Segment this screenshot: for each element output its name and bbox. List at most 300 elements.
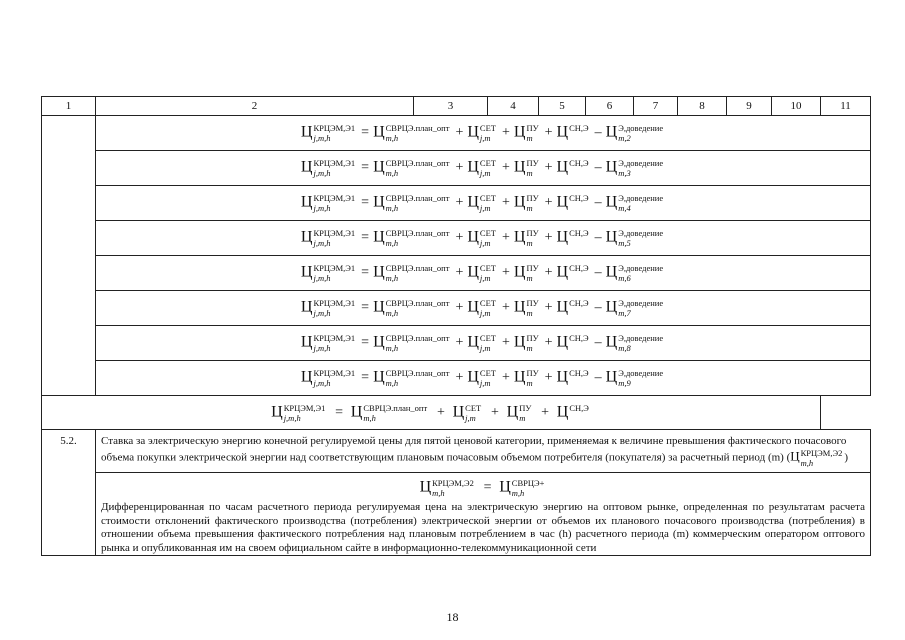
price-symbol: Ц (467, 298, 479, 316)
formula-cell (96, 326, 871, 361)
subscript: m (526, 238, 533, 248)
subscript: m,h (385, 238, 399, 248)
price-symbol: Ц (556, 228, 569, 246)
superscript: СВРЦЭ.план_опт (385, 368, 450, 378)
section-number: 5.2. (42, 430, 96, 556)
price-symbol: Ц (513, 228, 526, 246)
subscript: m,8 (618, 343, 631, 353)
sup-sub (480, 263, 496, 283)
price-symbol: Ц (467, 333, 479, 351)
price-symbol: Ц (513, 298, 526, 316)
price-symbol: Ц (556, 298, 569, 316)
price-symbol: Ц (300, 263, 313, 281)
col-header: 3 (414, 97, 488, 116)
col-header: 7 (634, 97, 678, 116)
sup-sub (313, 123, 355, 143)
price-symbol: Ц (467, 158, 479, 176)
subscript (569, 168, 589, 178)
col-header: 5 (539, 97, 586, 116)
sup-sub (480, 228, 496, 248)
sup-sub (313, 333, 355, 353)
sup-sub (386, 158, 450, 178)
sup-sub (386, 123, 450, 143)
superscript: Э,доведение (618, 193, 664, 203)
plus-sign: + (490, 404, 499, 420)
empty-number-cell (42, 116, 96, 396)
superscript: Э,доведение (618, 333, 664, 343)
price-symbol: Ц (300, 228, 313, 246)
plus-sign: + (455, 230, 464, 246)
subscript: m,h (511, 488, 525, 498)
subscript: j,m,h (283, 412, 301, 423)
subscript: m,h (385, 343, 399, 353)
plus-sign: + (544, 265, 553, 281)
price-symbol: Ц (556, 333, 569, 351)
close-paren: ) (844, 451, 849, 464)
superscript: СН,Э (569, 333, 589, 343)
sup-sub (386, 368, 450, 388)
subscript: j,m,h (313, 203, 331, 213)
subscript: m,h (800, 458, 814, 468)
definition-text: Дифференцированная по часам расчетного периода регулируемая цена на электрическую энергию на оптовом рынке, определенная по результатам расчета стоимости отклонений фактического производства (потребления) электрической энергии от объемов их планового почасового производства (потребления) в отношении объема превышения фактического потребления над плановым потреблением в час (h) расчетного периода (m) коммерческим оператором оптового рынка и опубликованная им на своем официальном сайте в информационно-телекоммуникационной сети (101, 501, 865, 554)
superscript: КРЦЭМ,Э1 (313, 333, 356, 343)
superscript: СЕТ (479, 228, 496, 238)
equals-sign: = (361, 160, 370, 176)
superscript: СН,Э (569, 228, 589, 238)
sup-sub (618, 158, 663, 178)
price-symbol: Ц (350, 402, 363, 420)
plus-sign: + (501, 160, 510, 176)
sup-sub (363, 403, 427, 423)
plus-sign: + (544, 230, 553, 246)
minus-sign: – (594, 300, 602, 316)
col-header: 4 (488, 97, 539, 116)
subscript: m (526, 343, 533, 353)
subscript (569, 273, 589, 283)
superscript: Э,доведение (618, 298, 664, 308)
superscript: СЕТ (479, 298, 496, 308)
subscript: j,m (479, 378, 491, 388)
sup-sub (618, 228, 663, 248)
sup-sub (526, 123, 538, 143)
sup-sub (313, 193, 355, 213)
subscript: m,4 (618, 203, 631, 213)
formula-row (42, 291, 871, 326)
formula-cell (96, 186, 871, 221)
sup-sub (526, 193, 538, 213)
subscript: m,6 (618, 273, 631, 283)
sup-sub (432, 478, 474, 498)
plus-sign: + (544, 370, 553, 386)
equals-sign: = (361, 125, 370, 141)
plus-sign: + (501, 125, 510, 141)
sup-sub (526, 368, 538, 388)
subscript: m (526, 203, 533, 213)
price-symbol: Ц (467, 368, 479, 386)
subscript (569, 203, 589, 213)
price-symbol: Ц (513, 158, 526, 176)
price-symbol: Ц (300, 333, 313, 351)
price-symbol: Ц (300, 298, 313, 316)
subscript (569, 238, 589, 248)
plus-sign: + (501, 195, 510, 211)
sup-sub (569, 263, 589, 283)
formula (301, 123, 665, 143)
subscript (569, 308, 589, 318)
price-symbol: Ц (513, 333, 526, 351)
subscript: j,m,h (313, 378, 331, 388)
price-symbol: Ц (271, 402, 283, 420)
formula-cell (96, 291, 871, 326)
minus-sign: – (594, 370, 602, 386)
plus-sign: + (501, 370, 510, 386)
superscript: СН,Э (569, 402, 589, 413)
superscript: Э,доведение (618, 368, 664, 378)
price-symbol: Ц (373, 298, 385, 316)
equals-sign: = (335, 404, 344, 420)
superscript: СЕТ (465, 402, 482, 413)
price-symbol: Ц (605, 368, 618, 386)
formula-row-final (42, 396, 871, 430)
formula (301, 193, 665, 213)
subscript: j,m (479, 343, 491, 353)
formula-row (42, 361, 871, 396)
formula (301, 368, 665, 388)
formula-kr2 (101, 478, 865, 498)
header-row (42, 97, 871, 116)
superscript: КРЦЭМ,Э1 (313, 263, 356, 273)
plus-sign: + (436, 404, 445, 420)
plus-sign: + (455, 125, 464, 141)
sup-sub (386, 228, 450, 248)
formula-row (42, 186, 871, 221)
subscript: j,m,h (313, 273, 331, 283)
superscript: СН,Э (569, 368, 589, 378)
superscript: Э,доведение (618, 228, 664, 238)
plus-sign: + (455, 195, 464, 211)
price-symbol: Ц (513, 123, 526, 141)
plus-sign: + (544, 195, 553, 211)
sup-sub (526, 333, 538, 353)
superscript: СЕТ (479, 158, 496, 168)
subscript: m (526, 308, 533, 318)
subscript: m,3 (618, 168, 631, 178)
sup-sub (313, 228, 355, 248)
subscript: m (519, 412, 526, 423)
sup-sub (526, 298, 538, 318)
price-symbol: Ц (605, 263, 618, 281)
sup-sub (480, 333, 496, 353)
plus-sign: + (544, 335, 553, 351)
price-symbol: Ц (605, 298, 618, 316)
superscript: СЕТ (479, 263, 496, 273)
subscript: m,7 (618, 308, 631, 318)
formula-final (271, 403, 591, 423)
formula (301, 158, 665, 178)
price-symbol: Ц (605, 193, 618, 211)
price-symbol: Ц (513, 193, 526, 211)
col-header: 6 (586, 97, 634, 116)
col-header: 11 (821, 97, 871, 116)
plus-sign: + (501, 335, 510, 351)
sup-sub (569, 123, 589, 143)
subscript: m,h (385, 273, 399, 283)
subscript: j,m,h (313, 168, 331, 178)
superscript: КРЦЭМ,Э2 (432, 478, 474, 488)
sup-sub (569, 228, 589, 248)
minus-sign: – (594, 230, 602, 246)
superscript: СН,Э (569, 193, 589, 203)
subscript (569, 343, 589, 353)
sup-sub (569, 403, 589, 423)
plus-sign: + (455, 370, 464, 386)
superscript: ПУ (526, 333, 539, 343)
formula (301, 228, 665, 248)
superscript: ПУ (526, 193, 539, 203)
price-symbol: Ц (556, 263, 569, 281)
sup-sub (465, 403, 481, 423)
formula-cell (96, 151, 871, 186)
plus-sign: + (544, 300, 553, 316)
plus-sign: + (455, 265, 464, 281)
sup-sub (569, 193, 589, 213)
price-symbol: Ц (467, 263, 479, 281)
subscript: m (526, 133, 533, 143)
formula-cell (96, 221, 871, 256)
subscript: j,m (465, 412, 476, 423)
sup-sub (569, 368, 589, 388)
subscript (569, 378, 589, 388)
price-symbol: Ц (605, 123, 618, 141)
price-symbol: Ц (373, 193, 385, 211)
superscript: СВРЦЭ.план_опт (363, 402, 428, 413)
price-symbol: Ц (373, 123, 385, 141)
plus-sign: + (455, 335, 464, 351)
price-symbol: Ц (373, 333, 385, 351)
sup-sub (618, 333, 663, 353)
sup-sub (618, 368, 663, 388)
sup-sub (618, 298, 663, 318)
minus-sign: – (594, 125, 602, 141)
formula-cell (96, 361, 871, 396)
sup-sub (313, 158, 355, 178)
sup-sub (480, 193, 496, 213)
sup-sub (313, 298, 355, 318)
superscript: СН,Э (569, 123, 589, 133)
subscript: m,9 (618, 378, 631, 388)
price-symbol: Ц (513, 368, 526, 386)
equals-sign: = (361, 335, 370, 351)
equals-sign: = (361, 230, 370, 246)
formula (301, 298, 665, 318)
superscript: СВРЦЭ.план_опт (385, 333, 450, 343)
sup-sub (284, 403, 326, 423)
superscript: СВРЦЭ.план_опт (385, 193, 450, 203)
price-symbol: Ц (300, 123, 313, 141)
price-symbol: Ц (467, 193, 479, 211)
sup-sub (512, 478, 545, 498)
superscript: Э,доведение (618, 123, 664, 133)
price-symbol: Ц (605, 333, 618, 351)
price-symbol: Ц (373, 263, 385, 281)
superscript: СВРЦЭ.план_опт (385, 298, 450, 308)
minus-sign: – (594, 195, 602, 211)
superscript: КРЦЭМ,Э1 (313, 158, 356, 168)
superscript: СН,Э (569, 298, 589, 308)
superscript: СН,Э (569, 263, 589, 273)
price-symbol: Ц (513, 263, 526, 281)
superscript: ПУ (526, 158, 539, 168)
price-symbol: Ц (506, 402, 519, 420)
superscript: СН,Э (569, 158, 589, 168)
superscript: ПУ (526, 123, 539, 133)
price-symbol: Ц (373, 158, 385, 176)
section-text: Ставка за электрическую энергию конечной регулируемой цены для пятой ценовой категории, применяемая к величине превышения фактического почасового объема покупки электрической энергии над соответствующим плановым почасовым объемом потребителя (покупателя) за расчетный период (m) ( (101, 435, 847, 464)
sup-sub (526, 263, 538, 283)
sup-sub (480, 298, 496, 318)
price-symbol: Ц (605, 158, 618, 176)
sup-sub (526, 158, 538, 178)
plus-sign: + (541, 404, 550, 420)
sup-sub (569, 158, 589, 178)
superscript: ПУ (526, 298, 539, 308)
superscript: ПУ (526, 368, 539, 378)
page-number: 18 (446, 610, 459, 624)
plus-sign: + (501, 265, 510, 281)
subscript: m,h (363, 412, 376, 423)
price-symbol: Ц (605, 228, 618, 246)
subscript: j,m (479, 238, 491, 248)
subscript: m,h (385, 378, 399, 388)
superscript: ПУ (526, 228, 539, 238)
subscript: m,h (432, 488, 445, 498)
subscript: m (526, 273, 533, 283)
subscript: m (526, 168, 533, 178)
superscript: СЕТ (479, 333, 496, 343)
superscript: КРЦЭМ,Э1 (283, 402, 326, 413)
subscript: j,m,h (313, 308, 331, 318)
price-symbol: Ц (419, 478, 432, 496)
sup-sub (313, 368, 355, 388)
plus-sign: + (501, 230, 510, 246)
superscript: СВРЦЭ.план_опт (385, 263, 450, 273)
price-symbol: Ц (467, 123, 479, 141)
minus-sign: – (594, 160, 602, 176)
superscript: ПУ (519, 402, 532, 413)
superscript: КРЦЭМ,Э1 (313, 228, 356, 238)
equals-sign: = (483, 480, 492, 496)
subscript (569, 133, 589, 143)
minus-sign: – (594, 265, 602, 281)
price-symbol: Ц (300, 193, 313, 211)
sup-sub (386, 263, 450, 283)
tariff-table (41, 96, 871, 556)
price-symbol: Ц (556, 193, 569, 211)
subscript: m,h (385, 308, 399, 318)
superscript: КРЦЭМ,Э1 (313, 298, 356, 308)
section-description (96, 430, 871, 473)
subscript: m,h (385, 133, 399, 143)
subscript: j,m (479, 203, 491, 213)
superscript: Э,доведение (618, 263, 664, 273)
superscript: Э,доведение (618, 158, 664, 168)
superscript: СВРЦЭ+ (511, 478, 545, 488)
subscript: j,m,h (313, 133, 331, 143)
superscript: СЕТ (479, 193, 496, 203)
price-symbol: Ц (452, 402, 465, 420)
subscript: m,h (385, 203, 399, 213)
superscript: КРЦЭМ,Э2 (800, 448, 843, 458)
formula-row (42, 256, 871, 291)
plus-sign: + (455, 160, 464, 176)
col-header: 1 (42, 97, 96, 116)
equals-sign: = (361, 265, 370, 281)
formula-row (42, 116, 871, 151)
plus-sign: + (501, 300, 510, 316)
price-symbol: Ц (556, 123, 569, 141)
sup-sub (480, 158, 496, 178)
formula-cell (96, 116, 871, 151)
sup-sub (313, 263, 355, 283)
subscript: j,m (479, 308, 491, 318)
price-symbol: Ц (556, 368, 569, 386)
superscript: СЕТ (479, 368, 496, 378)
sup-sub (480, 123, 496, 143)
superscript: СЕТ (479, 123, 496, 133)
sup-sub (618, 123, 663, 143)
subscript: m,5 (618, 238, 631, 248)
formula (301, 333, 665, 353)
section-row (42, 430, 871, 473)
subscript: j,m,h (313, 343, 331, 353)
sup-sub (386, 193, 450, 213)
equals-sign: = (361, 370, 370, 386)
sup-sub (801, 448, 843, 468)
subscript: m,2 (618, 133, 631, 143)
superscript: КРЦЭМ,Э1 (313, 368, 356, 378)
sup-sub (386, 333, 450, 353)
price-symbol: Ц (467, 228, 479, 246)
subscript: m (526, 378, 533, 388)
sup-sub (519, 403, 531, 423)
sup-sub (618, 263, 663, 283)
price-symbol: Ц (300, 368, 313, 386)
sup-sub (480, 368, 496, 388)
col-header: 9 (727, 97, 772, 116)
equals-sign: = (361, 195, 370, 211)
subscript (569, 413, 589, 423)
price-symbol: Ц (790, 448, 800, 464)
subscript: j,m (479, 133, 491, 143)
col-header: 8 (678, 97, 727, 116)
subscript: m,h (385, 168, 399, 178)
formula (301, 263, 665, 283)
subscript: j,m,h (313, 238, 331, 248)
definition-cell (96, 473, 871, 556)
formula-row (42, 326, 871, 361)
plus-sign: + (544, 125, 553, 141)
sup-sub (569, 298, 589, 318)
superscript: СВРЦЭ.план_опт (385, 123, 450, 133)
formula-row (42, 221, 871, 256)
superscript: ПУ (526, 263, 539, 273)
minus-sign: – (594, 335, 602, 351)
price-symbol: Ц (556, 402, 569, 420)
price-symbol: Ц (556, 158, 569, 176)
superscript: СВРЦЭ.план_опт (385, 228, 450, 238)
price-symbol: Ц (373, 228, 385, 246)
superscript: КРЦЭМ,Э1 (313, 193, 356, 203)
